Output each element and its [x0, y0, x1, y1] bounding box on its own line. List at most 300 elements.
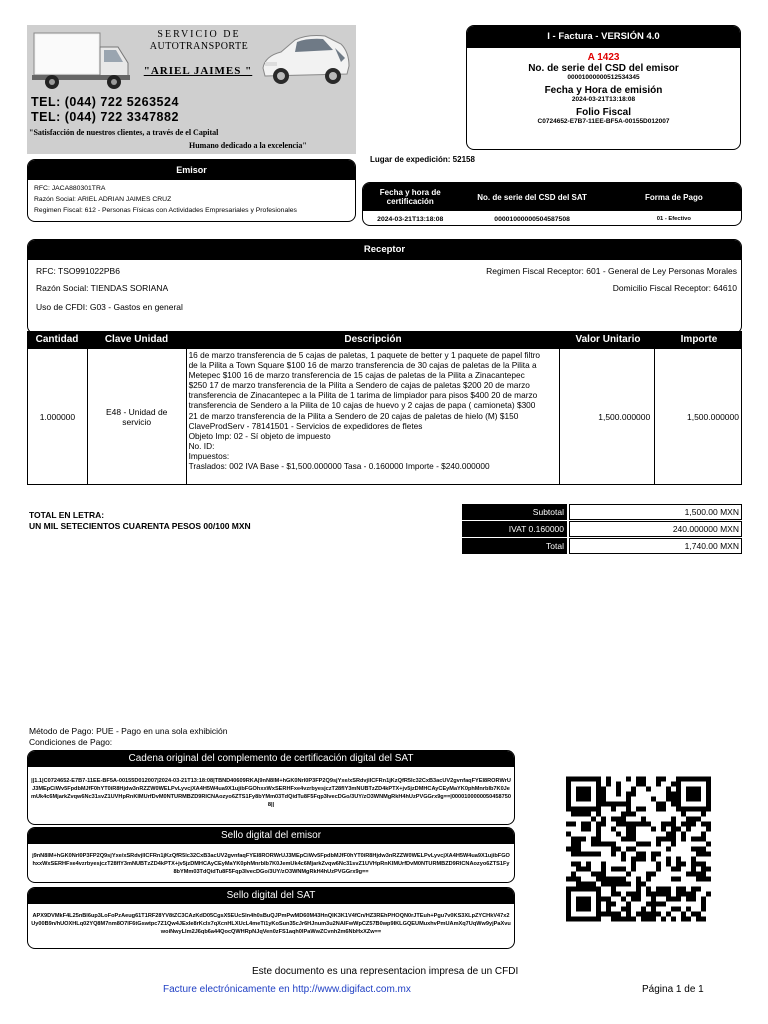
qr-module — [566, 902, 571, 907]
qr-module — [691, 897, 696, 902]
qr-module — [606, 907, 611, 912]
qr-module — [576, 807, 581, 812]
footer-link[interactable]: Facture electrónicamente en http://www.digifact.com.mx — [163, 984, 411, 995]
qr-module — [626, 812, 631, 817]
qr-module — [641, 917, 646, 922]
cert-header-csd: No. de serie del CSD del SAT — [477, 192, 587, 202]
qr-module — [696, 807, 701, 812]
qr-module — [586, 902, 591, 907]
slogan-line2: Humano dedicado a la excelencia" — [189, 141, 307, 150]
description-line: transferencia de Zinacantepec a la Pilita de 1 tarima de limpiador para pisos $400 20 de marzo — [188, 390, 538, 401]
qr-module — [581, 887, 586, 892]
qr-module — [676, 867, 681, 872]
qr-module — [576, 842, 581, 847]
qr-module — [666, 857, 671, 862]
qr-module — [676, 777, 681, 782]
qr-module — [566, 847, 571, 852]
truck-image — [32, 29, 132, 91]
metodo-pago: Método de Pago: PUE - Pago en una sola exhibición — [29, 726, 228, 736]
qr-module — [651, 902, 656, 907]
qr-module — [601, 912, 606, 917]
qr-module — [596, 812, 601, 817]
qr-module — [566, 822, 571, 827]
qr-module — [696, 837, 701, 842]
total-letra-value: UN MIL SETECIENTOS CUARENTA PESOS 00/100 MXN — [29, 521, 251, 531]
qr-module — [611, 817, 616, 822]
qr-module — [611, 827, 616, 832]
subtotal-label: Subtotal — [462, 504, 567, 520]
qr-module — [616, 912, 621, 917]
qr-module — [591, 817, 596, 822]
qr-module — [641, 882, 646, 887]
qr-module — [576, 792, 581, 797]
qr-module — [646, 902, 651, 907]
qr-module — [701, 852, 706, 857]
qr-module — [626, 827, 631, 832]
qr-module — [636, 852, 641, 857]
qr-module — [696, 872, 701, 877]
qr-module — [601, 872, 606, 877]
qr-module — [596, 787, 601, 792]
qr-module — [636, 822, 641, 827]
qr-module — [661, 892, 666, 897]
qr-module — [601, 882, 606, 887]
qr-module — [596, 902, 601, 907]
qr-module — [581, 807, 586, 812]
qr-module — [571, 877, 576, 882]
qr-module — [606, 877, 611, 882]
service-title-line1: SERVICIO DE — [157, 29, 241, 40]
qr-module — [701, 897, 706, 902]
total-value: 1,740.00 MXN — [569, 538, 742, 554]
qr-module — [701, 862, 706, 867]
car-image — [259, 28, 351, 90]
qr-module — [661, 777, 666, 782]
qr-module — [641, 852, 646, 857]
cert-header-fecha: Fecha y hora de certificación — [379, 188, 441, 206]
qr-module — [621, 877, 626, 882]
qr-module — [581, 907, 586, 912]
service-title-line2: AUTOTRANSPORTE — [149, 41, 249, 52]
qr-module — [581, 822, 586, 827]
qr-module — [626, 802, 631, 807]
qr-module — [631, 837, 636, 842]
qr-module — [566, 917, 571, 922]
col-importe: Importe — [680, 334, 718, 345]
qr-module — [701, 867, 706, 872]
qr-module — [671, 802, 676, 807]
qr-module — [691, 797, 696, 802]
sello-emisor-box — [27, 827, 515, 883]
qr-module — [596, 887, 601, 892]
description-line: $250 17 de marzo transferencia de la Pilita a Sendero de cajas de paletas $200 20 de marzo — [188, 380, 530, 391]
qr-module — [651, 857, 656, 862]
total-label: Total — [462, 538, 567, 554]
qr-module — [691, 872, 696, 877]
qr-module — [616, 867, 621, 872]
description-line: ClaveProdServ - 78141501 - Servicios de expedidores de fletes — [188, 420, 423, 431]
col-clave: Clave Unidad — [104, 334, 169, 345]
qr-module — [681, 812, 686, 817]
qr-module — [691, 847, 696, 852]
qr-module — [616, 917, 621, 922]
qr-module — [611, 902, 616, 907]
qr-module — [651, 897, 656, 902]
qr-module — [691, 807, 696, 812]
qr-module — [681, 832, 686, 837]
qr-module — [656, 837, 661, 842]
cell-valor: 1,500.000000 — [560, 349, 656, 484]
receptor-rfc: RFC: TSO991022PB6 — [36, 266, 120, 276]
qr-module — [646, 912, 651, 917]
qr-module — [626, 832, 631, 837]
qr-module — [626, 807, 631, 812]
qr-module — [601, 842, 606, 847]
qr-module — [646, 787, 651, 792]
qr-module — [596, 872, 601, 877]
qr-module — [666, 797, 671, 802]
qr-module — [591, 777, 596, 782]
qr-module — [571, 887, 576, 892]
qr-module — [601, 817, 606, 822]
qr-module — [596, 792, 601, 797]
qr-module — [586, 797, 591, 802]
qr-module — [656, 777, 661, 782]
qr-module — [691, 787, 696, 792]
qr-module — [576, 777, 581, 782]
qr-module — [671, 907, 676, 912]
qr-module — [666, 787, 671, 792]
qr-module — [656, 802, 661, 807]
qr-module — [621, 852, 626, 857]
cert-csd: 00001000000504587508 — [494, 215, 570, 223]
qr-module — [671, 842, 676, 847]
qr-module — [601, 792, 606, 797]
qr-module — [566, 807, 571, 812]
qr-module — [576, 882, 581, 887]
qr-module — [691, 817, 696, 822]
qr-module — [671, 877, 676, 882]
qr-module — [576, 877, 581, 882]
invoice-info-box — [466, 25, 741, 150]
sello-emisor-title: Sello digital del emisor — [28, 828, 514, 844]
qr-module — [701, 907, 706, 912]
qr-module — [611, 847, 616, 852]
qr-module — [671, 817, 676, 822]
qr-module — [681, 807, 686, 812]
subtotal-value: 1,500.00 MXN — [569, 504, 742, 520]
qr-module — [621, 857, 626, 862]
qr-module — [566, 907, 571, 912]
qr-module — [671, 917, 676, 922]
qr-module — [616, 782, 621, 787]
qr-module — [596, 822, 601, 827]
qr-module — [611, 892, 616, 897]
qr-module — [681, 822, 686, 827]
totals-table — [462, 504, 742, 555]
csd-label: No. de serie del CSD del emisor — [528, 63, 679, 74]
qr-module — [626, 902, 631, 907]
qr-module — [706, 802, 711, 807]
qr-module — [596, 852, 601, 857]
qr-module — [601, 822, 606, 827]
qr-module — [581, 827, 586, 832]
qr-module — [576, 902, 581, 907]
description-line: Metepec $100 16 de marzo transferencia de 15 cajas de paletas de la Pilita a Zinacantepec — [188, 370, 525, 381]
receptor-uso: Uso de CFDI: G03 - Gastos en general — [36, 302, 183, 312]
cell-descripcion — [187, 349, 560, 484]
qr-module — [596, 782, 601, 787]
qr-module — [636, 857, 641, 862]
qr-module — [626, 797, 631, 802]
cell-clave: E48 - Unidad de servicio — [88, 349, 187, 484]
qr-module — [676, 797, 681, 802]
qr-module — [576, 797, 581, 802]
qr-module — [616, 892, 621, 897]
qr-module — [671, 797, 676, 802]
qr-module — [676, 827, 681, 832]
qr-module — [576, 897, 581, 902]
qr-module — [596, 797, 601, 802]
cert-fecha: 2024-03-21T13:18:08 — [377, 215, 444, 223]
sello-sat-text: APX9DVMkF4L25nBl6up3LoFoPzAeug61T1RF28YV8tZC3CAzKdD05CgsX5EUcSln4h0sBuQJPmPwMD60M43HnQIK3K1V4fCn/HZ3REhPHOQN0rJTEuh+Pgu7v0KS3XLpZYCHkV47x2Uy00B9n/hUOXHLq02YQ8M7nm8O7lF6tGswtpc7Z1Qw4JExIe8rKcIx7qXcnHLXUcL4meTi1yKoSun35cJr6HJnum3u2NAlFwWpCZ57B0wp9IKLGQEUMuxhvPmUAmXq7UqWw9yjPaXvuwoiNwyLIm2J6qb6a44QocQWHRpNJqVen0zFS1aqh0lPaWwZCvnh2m6NbHxXZw== — [31, 913, 511, 935]
qr-module — [676, 892, 681, 897]
qr-module — [586, 787, 591, 792]
qr-module — [706, 852, 711, 857]
qr-module — [681, 892, 686, 897]
qr-module — [706, 827, 711, 832]
sello-sat-box — [27, 887, 515, 949]
qr-module — [686, 807, 691, 812]
invoice-type-title: I - Factura - VERSIÓN 4.0 — [467, 26, 740, 48]
qr-module — [581, 882, 586, 887]
qr-module — [566, 897, 571, 902]
qr-module — [671, 867, 676, 872]
qr-module — [601, 897, 606, 902]
qr-module — [621, 917, 626, 922]
qr-module — [626, 872, 631, 877]
qr-module — [591, 872, 596, 877]
qr-module — [621, 802, 626, 807]
qr-module — [686, 917, 691, 922]
csd-value: 00001000000512534345 — [567, 74, 640, 81]
qr-module — [576, 847, 581, 852]
qr-module — [571, 837, 576, 842]
qr-module — [581, 797, 586, 802]
receptor-regimen: Regimen Fiscal Receptor: 601 - General de Ley Personas Morales — [486, 266, 737, 276]
qr-module — [571, 777, 576, 782]
qr-module — [611, 882, 616, 887]
qr-module — [611, 917, 616, 922]
qr-module — [596, 892, 601, 897]
qr-module — [686, 897, 691, 902]
qr-module — [671, 822, 676, 827]
qr-module — [641, 842, 646, 847]
cert-forma: 01 - Efectivo — [656, 216, 691, 222]
qr-module — [611, 912, 616, 917]
qr-module — [586, 917, 591, 922]
qr-module — [691, 862, 696, 867]
qr-module — [671, 837, 676, 842]
qr-module — [651, 907, 656, 912]
qr-module — [641, 807, 646, 812]
qr-module — [591, 842, 596, 847]
qr-module — [696, 787, 701, 792]
qr-module — [696, 777, 701, 782]
qr-module — [661, 917, 666, 922]
qr-module — [581, 812, 586, 817]
qr-module — [616, 802, 621, 807]
qr-module — [586, 882, 591, 887]
qr-module — [681, 912, 686, 917]
qr-module — [666, 897, 671, 902]
qr-module — [671, 897, 676, 902]
qr-module — [691, 777, 696, 782]
qr-module — [576, 812, 581, 817]
qr-module — [596, 837, 601, 842]
qr-module — [586, 777, 591, 782]
qr-module — [686, 907, 691, 912]
qr-module — [686, 817, 691, 822]
qr-module — [626, 847, 631, 852]
emisor-razon: Razón Social: ARIEL ADRIAN JAIMES CRUZ — [34, 196, 172, 203]
qr-module — [566, 887, 571, 892]
qr-module — [596, 897, 601, 902]
qr-module — [601, 862, 606, 867]
iva-value: 240.000000 MXN — [569, 521, 742, 537]
qr-module — [591, 882, 596, 887]
qr-module — [641, 822, 646, 827]
qr-module — [636, 882, 641, 887]
phone-1: TEL: (044) 722 5263524 — [31, 95, 179, 109]
qr-module — [696, 797, 701, 802]
qr-module — [641, 817, 646, 822]
qr-module — [676, 907, 681, 912]
qr-module — [566, 802, 571, 807]
qr-module — [676, 862, 681, 867]
qr-module — [606, 802, 611, 807]
qr-module — [636, 877, 641, 882]
qr-module — [651, 892, 656, 897]
qr-module — [571, 842, 576, 847]
qr-module — [636, 807, 641, 812]
qr-module — [636, 777, 641, 782]
qr-module — [591, 917, 596, 922]
qr-module — [611, 852, 616, 857]
qr-module — [581, 852, 586, 857]
qr-module — [626, 907, 631, 912]
qr-module — [676, 802, 681, 807]
qr-module — [661, 802, 666, 807]
cell-importe: 1,500.000000 — [686, 411, 739, 422]
qr-module — [656, 862, 661, 867]
description-line: Traslados: 002 IVA Base - $1,500.000000 Tasa - 0.160000 Importe - $240.000000 — [188, 461, 490, 472]
receptor-section — [27, 239, 742, 334]
qr-module — [601, 797, 606, 802]
qr-module — [676, 807, 681, 812]
qr-module — [646, 842, 651, 847]
qr-module — [661, 837, 666, 842]
qr-module — [586, 907, 591, 912]
qr-module — [586, 867, 591, 872]
qr-module — [701, 847, 706, 852]
qr-module — [681, 777, 686, 782]
qr-module — [626, 837, 631, 842]
qr-module — [636, 892, 641, 897]
qr-module — [651, 852, 656, 857]
qr-module — [576, 787, 581, 792]
qr-module — [646, 822, 651, 827]
qr-module — [631, 792, 636, 797]
qr-module — [661, 807, 666, 812]
qr-module — [706, 892, 711, 897]
invoice-folio-id: A 1423 — [587, 52, 620, 63]
qr-module — [621, 897, 626, 902]
qr-module — [586, 852, 591, 857]
qr-module — [701, 812, 706, 817]
qr-module — [616, 877, 621, 882]
table-row — [27, 348, 742, 485]
lugar-expedicion: Lugar de expedición: 52158 — [370, 155, 475, 164]
certification-table — [362, 182, 742, 226]
qr-module — [596, 917, 601, 922]
qr-module — [576, 862, 581, 867]
qr-module — [616, 832, 621, 837]
qr-module — [676, 897, 681, 902]
qr-module — [691, 837, 696, 842]
qr-module — [631, 917, 636, 922]
qr-module — [616, 822, 621, 827]
sello-emisor-text: j9nN8lM+hGK0NrI0P3FP2Q9sjYxe/xSRdvjlICFRn1jKzQfR5lc32CxB3acUV2gvnfaqFYEI8RORWrUJ3MEpCiWv5FpdbMJfF0hYT0iR8Hjdw3nRZZW0WELPvLyvcjXA4H5W4ua9X1ujibFGOhxxWxSERHFxe4vzrbyesjczT28flY3mNUBTzZD4kPTX+jv5jzDMHCAyCEyMaYK0phMnrbIb7K0JemUk4c6MjarkZvqw6Nc31svZ1UVHpRnKIMUrfDvM0NTURMBZD9RICNAozyo6ZTS1Fy8bYMm03TdQidTu8F5Fqp3IvecDGo/3UY/zO3WNMgRkH4hUzPVGGrx9g== — [32, 853, 510, 875]
company-banner — [27, 25, 356, 154]
qr-module — [606, 882, 611, 887]
qr-module — [666, 837, 671, 842]
qr-module — [566, 792, 571, 797]
qr-module — [691, 857, 696, 862]
qr-module — [626, 822, 631, 827]
condiciones-pago: Condiciones de Pago: — [29, 737, 113, 747]
total-letra — [29, 510, 251, 532]
qr-module — [666, 792, 671, 797]
qr-module — [571, 917, 576, 922]
qr-module — [581, 867, 586, 872]
qr-module — [691, 867, 696, 872]
qr-module — [666, 847, 671, 852]
qr-module — [671, 832, 676, 837]
qr-module — [636, 842, 641, 847]
cell-cantidad: 1.000000 — [28, 349, 88, 484]
qr-module — [566, 777, 571, 782]
qr-module — [631, 892, 636, 897]
qr-module — [631, 897, 636, 902]
qr-module — [691, 887, 696, 892]
qr-module — [686, 872, 691, 877]
qr-module — [686, 827, 691, 832]
qr-module — [636, 887, 641, 892]
col-cantidad: Cantidad — [35, 334, 79, 345]
emisor-rfc: RFC: JACA880301TRA — [34, 185, 106, 192]
total-letra-label: TOTAL EN LETRA: — [29, 510, 105, 520]
qr-module — [676, 877, 681, 882]
cadena-original-box — [27, 750, 515, 825]
qr-module — [701, 902, 706, 907]
qr-module — [706, 792, 711, 797]
qr-module — [571, 807, 576, 812]
payment-info — [29, 726, 227, 748]
qr-module — [696, 817, 701, 822]
qr-module — [646, 917, 651, 922]
sello-sat-title: Sello digital del SAT — [28, 888, 514, 904]
